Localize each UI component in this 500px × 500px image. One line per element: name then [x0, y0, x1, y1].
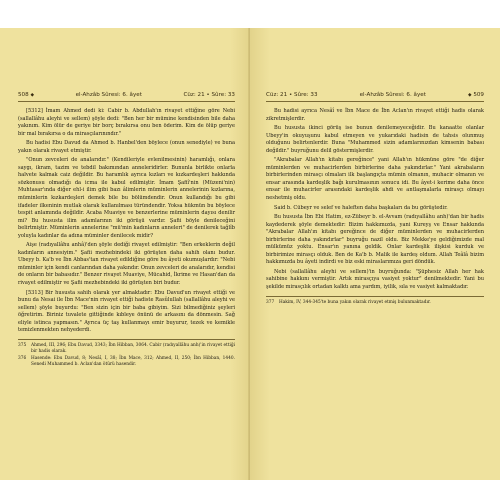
- left-chapter-title: el-Ahzâb Sûresi: 6. âyet: [75, 92, 142, 98]
- paragraph: Nebi (sallallâhu aleyhi ve sellem)'in buyruğunda: "Şüphesiz Allah her hak sahibine hakkını vermiştir. Artık mirasçıya vasiyet yoktur" denilmektedir. Yani bu şekilde mirasçılık ortadan kalktı ama yardım, iyilik, sıla ve vasiyet kalmaktadır.: [266, 268, 484, 291]
- left-page: [0, 28, 250, 480]
- paragraph: Bu hususta ikinci görüş ise bunun denilemeyeceğidir. Bu kanaatte olanlar Ubeyy'in okuyuşunu kabul etmeyen ve yukarıdaki hadisin de tahsis olunmuş olduğunu belirtenlerdir. Buna "Muhammed sizin adamlarınızdan kimsenin babası değildir." buyruğunu delil göstermişlerdir.: [266, 125, 484, 154]
- paragraph: Aişe (radıyallâhu anhâ)'den şöyle dediği rivayet edilmiştir: "Ben erkeklerin değil kadınların annesiyim." Şafii mezhebindeki iki görüşten daha sahih olanı budur. Ubeyy b. Ka'b ve İbn Abbas'tan rivayet edildiğine göre bu âyeti okumuşlardır: "Nebi müminler için kendi canlarından daha yakındır. Onun zevceleri de analarıdır, kendisi de onların bir babasıdır." Benzer rivayet Muaviye, Mücahid, İkrime ve Hasan'dan da rivayet edilmiştir ve Şafii mezhebindeki iki görüşten biri budur.: [18, 242, 235, 287]
- paragraph: [5312] İmam Ahmed dedi ki: Cabir b. Abdullah'ın rivayet ettiğine göre Nebi (sallallâhu aleyhi ve sellem) şöyle dedi: "Ben her bir mümine kendisinden bile daha yakınım. Kim ölür de geriye bir borç bırakırsa onu ben öderim. Kim de ölüp geriye bir mal bırakırsa o da mirasçılarınındır.": [18, 108, 235, 137]
- right-chapter-title: el-Ahzâb Sûresi: 6. âyet: [359, 92, 426, 98]
- footnote-number: 377: [266, 299, 275, 305]
- left-footnotes: [18, 339, 235, 369]
- footnote-text: Ahmed, III, 296; Ebu Davud, 3343; İbn Hibban, 3064. Cabir (radıyallâhu anh)'in rivayet ettiği bir hadis olarak.: [31, 342, 235, 355]
- left-body: [18, 108, 235, 335]
- left-page-number: 508 ◆: [18, 92, 35, 98]
- right-page-header: [266, 92, 484, 102]
- footnote-text: Hasende: Ebu Davud, 8; Nesâî, I, 38; İbn Mace, 312; Ahmed, II, 250; İbn Hibban, 1440. Senedi Muhammed b. Aclan'dan ötürü hasendir.: [31, 356, 235, 368]
- paragraph: "Onun zevceleri de analarıdır." (Kendileriyle evlenilmesinin) haramlığı, onlara saygı, ikram, tazim ve tebdil bakımından anneleridirler. Bununla birlikte onlarla halvete kalmak caiz değildir. Bu haramlık ayrıca kızları ve kızkardeşleri hakkında sözkonusu olmadığı da icma ile kabul edilmiştir. İmam Şafiî'nin (Müzeni'nin) Muhtasar'ında diğer ehl-i ilim gibi bazı âlimlerin müminlerin annelerinin kızlarına, müminlerin kızkardeşleri demek bile bu bölümdendir. Onun kullandığı bu gibi ifadeler ilkeninin mutlak olarak kullanılması türündendir. Yoksa hükmün bu böylece tespit anlamında değildir. Acaba Muaviye ve benzerlerine müminlerin dayısı denilir mi? Bu hususta ilim adamlarının iki görüşü vardır. Şafii böyle denileceğini belirtmiştir. Müminlerin annelerine "mü'min kadınların anneleri" de denilerek tağlîb yoluyla kadınlar da adına müminler denilecek midir?: [18, 157, 235, 239]
- footnote: [18, 356, 235, 368]
- footnote-text: Hakim, IV, 344-345'te buna yakın olarak rivayet etmiş bulunmaktadır.: [279, 299, 431, 305]
- right-body: [266, 108, 484, 292]
- footnote: [266, 300, 484, 306]
- paragraph: Bu hadisi Ebu Davud da Ahmed b. Hanbel'den böylece (onun senediyle) ve buna yakın olarak rivayet etmiştir.: [18, 140, 235, 154]
- paragraph: Bu hadisi ayrıca Nesâî ve İbn Mace de İbn Aclan'ın rivayet ettiği hadis olarak zikretmişlerdir.: [266, 108, 484, 122]
- diamond-icon: ◆: [30, 93, 35, 98]
- paragraph: [5313] Bir hususta sahih olarak yer almaktadır: Ebu Davud'un rivayet ettiği ve bunu da Nesai ile İbn Mace'nin rivayet ettiği hadiste Rasûlullah (sallallâhu aleyhi ve sellem) şöyle buyurdu: "Ben sizin için bir baba gibiyim. Sizi bilmediğiniz şeyleri öğretirim. Biriniz tuvalete gittiğinde kıbleye önünü de arkasını da dönmesin. Sağ eliyle istinca yapmasın." Ayrıca üç taş kullanmayı emir buyurur, tezek ve kemikle temizlenmekten nehyederdi.: [18, 289, 235, 334]
- footnote-number: 376: [18, 356, 27, 362]
- paragraph: "Akrabalar Allah'ın kitabı gereğince" yani Allah'ın hükmüne göre "de diğer müminlerden ve muhacirlerden birbirlerine daha yakındırlar." Yani akrabaların birbirlerinden mirasçı olmaları ilk başlangıçta mümin olmanın, muhacir olmanın ve ensar arasında kardeşlik bağı kurulmasının sonucu idi. Bu âyet-i kerime daha önce ensar ile muhacirler arasındaki kardeşlik ahdi ve antlaşmalarla mirasçı olmayı neshetmiş oldu.: [266, 157, 484, 202]
- footnote-number: 375: [18, 342, 27, 348]
- right-footnotes: [266, 296, 484, 306]
- paragraph: Said b. Cübeyr ve selef ve haleften daha başkaları da bu görüştedir.: [274, 204, 448, 211]
- footnote: [18, 343, 235, 355]
- diamond-icon: ◆: [467, 93, 472, 98]
- paragraph: Bu hususta İbn Ebi Hatim, ez-Zübeyr b. el-Avvam (radıyallâhu anh)'dan bir hadis kaydederek şöyle demektedir: Bizim hakkımızda, yani Kureyş ve Ensar hakkında "Akrabalar Allah'ın kitabı gereğince de diğer müminlerden ve muhacirlerden birbirlerine daha yakındırlar" buyruğu nazil oldu. Biz Mekke'ye geldiğimizde mal mülkümüz yoktu. Ensar'ın yanına geldik. Onlar kardeşlik ilişkisi kurduk ve birbirimize mirasçı olduk. Ben de Ka'b b. Malik ile kardeş oldum. Allah Teâlâ bizim hakkımızda bu âyeti indirdi ve biz eski miraslarımıza geri döndük.: [266, 214, 484, 266]
- right-volume-info: Cüz: 21 • Sûre: 33: [266, 92, 318, 98]
- right-page: [250, 28, 500, 480]
- left-volume-info: Cüz: 21 • Sûre: 33: [183, 92, 235, 98]
- right-page-number: ◆ 509: [467, 92, 484, 98]
- left-page-header: [18, 92, 235, 102]
- book-spread: [0, 28, 500, 480]
